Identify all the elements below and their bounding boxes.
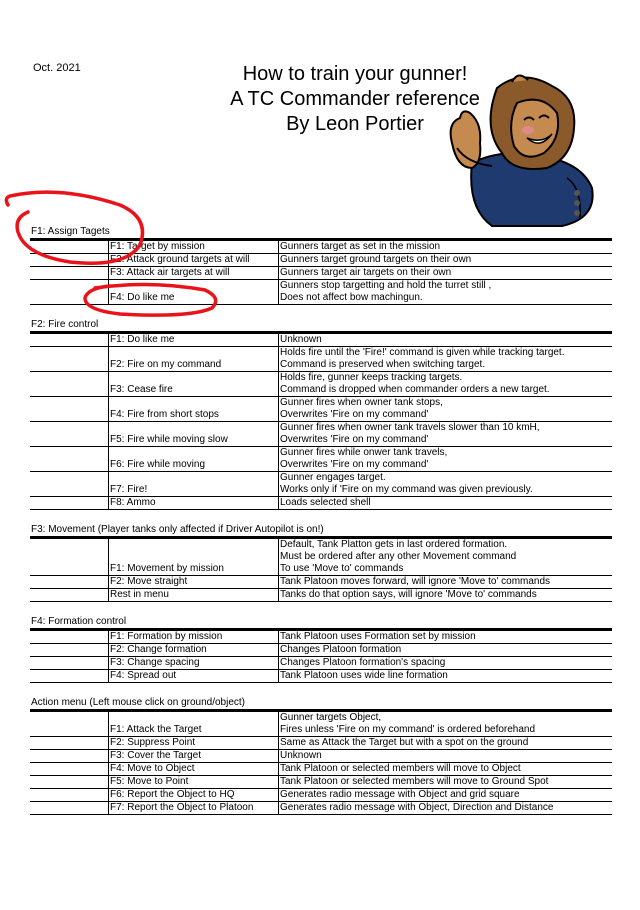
title-line: How to train your gunner! (242, 63, 468, 85)
table-row (30, 737, 612, 750)
command-description: Unknown (278, 334, 612, 346)
table-row (30, 334, 612, 347)
title-line: By Leon Portier (286, 113, 424, 135)
command-key: F1: Do like me (108, 334, 278, 346)
table-row (30, 763, 612, 776)
command-description: Tank Platoon or selected members will move to Object (278, 763, 612, 775)
table-row (30, 589, 612, 602)
command-description: Gunner fires when owner tank travels slower than 10 kmH, Overwrites 'Fire on my command' (278, 422, 612, 446)
command-key: F4: Spread out (108, 670, 278, 682)
command-description: Gunner fires while onwer tank travels, Overwrites 'Fire on my command' (278, 447, 612, 471)
table-row (30, 422, 612, 447)
section-title: F2: Fire control (30, 319, 612, 334)
table-row (30, 789, 612, 802)
command-key: F3: Cease fire (108, 372, 278, 396)
command-key: F8: Ammo (108, 497, 278, 509)
commands-reference-table (30, 226, 612, 829)
table-row (30, 712, 612, 737)
lion-mascot-illustration (432, 68, 607, 228)
command-key: F7: Report the Object to Platoon (108, 802, 278, 814)
command-key: F4: Fire from short stops (108, 397, 278, 421)
table-row (30, 497, 612, 510)
table-row (30, 539, 612, 576)
command-key: F1: Target by mission (108, 241, 278, 253)
command-description: Changes Platoon formation (278, 644, 612, 656)
command-description: Gunners target as set in the mission (278, 241, 612, 253)
section-action-menu (30, 697, 612, 815)
command-description: Default, Tank Platton gets in last ordered formation. Must be ordered after any other Movement command To use 'Move to' commands (278, 539, 612, 575)
command-description: Tank Platoon or selected members will move to Ground Spot (278, 776, 612, 788)
table-row (30, 372, 612, 397)
table-row (30, 576, 612, 589)
command-key: Rest in menu (108, 589, 278, 601)
section-movement (30, 524, 612, 602)
table-row (30, 750, 612, 763)
section-title: Action menu (Left mouse click on ground/object) (30, 697, 612, 712)
command-description: Gunners target air targets on their own (278, 267, 612, 279)
command-description: Same as Attack the Target but with a spot on the ground (278, 737, 612, 749)
table-row (30, 657, 612, 670)
table-row (30, 644, 612, 657)
command-key: F4: Move to Object (108, 763, 278, 775)
table-row (30, 802, 612, 815)
section-assign-targets (30, 226, 612, 305)
title-line: A TC Commander reference (230, 88, 480, 110)
table-row (30, 397, 612, 422)
command-key: F4: Do like me (108, 280, 278, 304)
date-label: Oct. 2021 (33, 62, 81, 74)
command-key: F6: Report the Object to HQ (108, 789, 278, 801)
command-description: Generates radio message with Object and grid square (278, 789, 612, 801)
section-title: F1: Assign Tagets (30, 226, 612, 241)
command-key: F1: Attack the Target (108, 712, 278, 736)
table-row (30, 447, 612, 472)
command-key: F3: Change spacing (108, 657, 278, 669)
table-row (30, 241, 612, 254)
command-description: Tank Platoon uses wide line formation (278, 670, 612, 682)
command-description: Gunners stop targetting and hold the turret still , Does not affect bow machingun. (278, 280, 612, 304)
command-description: Unknown (278, 750, 612, 762)
table-row (30, 472, 612, 497)
command-description: Generates radio message with Object, Direction and Distance (278, 802, 612, 814)
section-formation-control (30, 616, 612, 683)
command-key: F5: Fire while moving slow (108, 422, 278, 446)
table-row (30, 280, 612, 305)
command-key: F2: Attack ground targets at will (108, 254, 278, 266)
command-description: Holds fire, gunner keeps tracking targets. Command is dropped when commander orders a new target. (278, 372, 612, 396)
table-row (30, 267, 612, 280)
command-description: Gunner targets Object, Fires unless 'Fire on my command' is ordered beforehand (278, 712, 612, 736)
table-row (30, 670, 612, 683)
command-description: Tank Platoon uses Formation set by mission (278, 631, 612, 643)
command-key: F2: Fire on my command (108, 347, 278, 371)
section-fire-control (30, 319, 612, 510)
command-description: Tank Platoon moves forward, will ignore 'Move to' commands (278, 576, 612, 588)
table-row (30, 631, 612, 644)
command-key: F3: Attack air targets at will (108, 267, 278, 279)
command-description: Gunners target ground targets on their own (278, 254, 612, 266)
command-description: Changes Platoon formation's spacing (278, 657, 612, 669)
table-row (30, 254, 612, 267)
command-key: F5: Move to Point (108, 776, 278, 788)
command-key: F2: Move straight (108, 576, 278, 588)
command-key: F1: Formation by mission (108, 631, 278, 643)
table-row (30, 776, 612, 789)
command-key: F2: Suppress Point (108, 737, 278, 749)
command-key: F7: Fire! (108, 472, 278, 496)
command-description: Tanks do that option says, will ignore 'Move to' commands (278, 589, 612, 601)
command-description: Gunner engages target. Works only if 'Fire on my command was given previously. (278, 472, 612, 496)
table-row (30, 347, 612, 372)
section-title: F4: Formation control (30, 616, 612, 631)
command-key: F3: Cover the Target (108, 750, 278, 762)
section-title: F3: Movement (Player tanks only affected if Driver Autopilot is on!) (30, 524, 612, 539)
command-key: F6: Fire while moving (108, 447, 278, 471)
command-description: Loads selected shell (278, 497, 612, 509)
command-description: Holds fire until the 'Fire!' command is given while tracking target. Command is preserved when switching target. (278, 347, 612, 371)
command-description: Gunner fires when owner tank stops, Overwrites 'Fire on my command' (278, 397, 612, 421)
command-key: F1: Movement by mission (108, 539, 278, 575)
command-key: F2: Change formation (108, 644, 278, 656)
